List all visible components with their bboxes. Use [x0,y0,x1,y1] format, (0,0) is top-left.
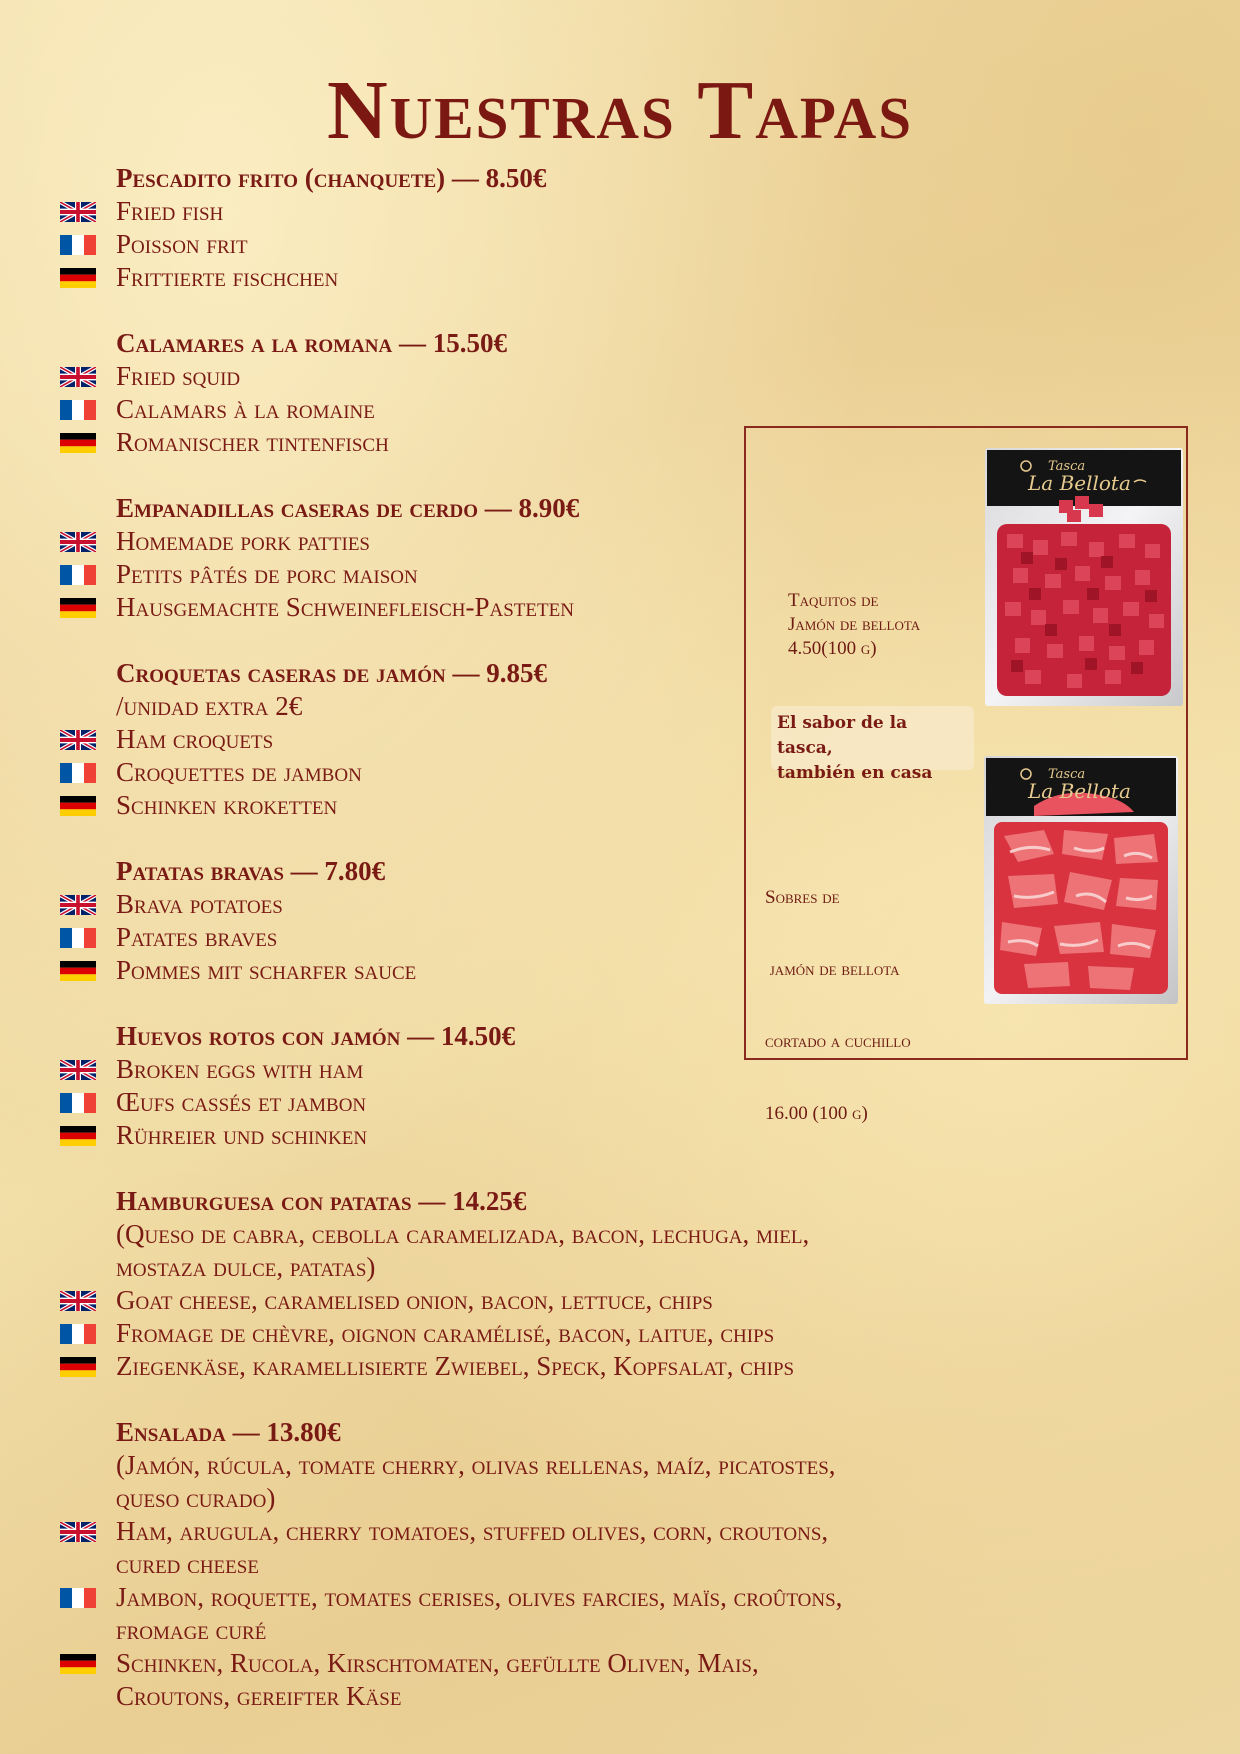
translation-de: Croutons, gereifter Käse [116,1681,402,1711]
translation-en: Goat cheese, caramelised onion, bacon, lettuce, chips [116,1285,713,1315]
germany-flag-icon [60,1119,116,1152]
translation-fr: Poisson frit [116,229,248,259]
item-description: (Queso de cabra, cebolla caramelizada, bacon, lechuga, miel, [116,1219,810,1249]
item-name: Empanadillas caseras de cerdo — 8.90€ [116,493,580,523]
translation-en: Fried squid [116,361,241,391]
item-name: Croquetas caseras de jamón — 9.85€ [116,658,547,688]
item-description: /unidad extra 2€ [116,691,303,721]
menu-item [60,1185,1100,1383]
caption-line: cortado a cuchillo [765,1031,911,1052]
france-flag-icon [60,1581,116,1614]
item-name: Patatas bravas — 7.80€ [116,856,386,886]
svg-text:La Bellota: La Bellota [1028,779,1131,803]
slogan-line: El sabor de la tasca, [777,713,908,758]
menu-item [60,1416,1100,1713]
slogan-line: también en casa [777,763,933,783]
translation-en: Brava potatoes [116,889,283,919]
translation-fr: Patates braves [116,922,278,952]
translation-de: Hausgemachte Schweinefleisch-Pasteten [116,592,574,622]
uk-flag-icon [60,888,116,921]
uk-flag-icon [60,723,116,756]
translation-de: Pommes mit scharfer sauce [116,955,417,985]
item-description: (Jamón, rúcula, tomate cherry, olivas rellenas, maíz, picatostes, [116,1450,836,1480]
translation-de: Frittierte fischchen [116,262,339,292]
slogan-badge [771,706,974,783]
translation-en: Ham croquets [116,724,274,754]
translation-fr: Calamars à la romaine [116,394,375,424]
translation-fr: Croquettes de jambon [116,757,362,787]
translation-fr: Jambon, roquette, tomates cerises, olives farcies, maïs, croûtons, [116,1582,843,1612]
caption-line: Jamón de bellota [788,614,921,635]
item-name: Hamburguesa con patatas — 14.25€ [116,1186,527,1216]
france-flag-icon [60,1317,116,1350]
product-caption-taquitos [788,589,920,661]
item-name: Calamares a la romana — 15.50€ [116,328,507,358]
germany-flag-icon [60,591,116,624]
translation-de: Rühreier und schinken [116,1120,368,1150]
france-flag-icon [60,558,116,591]
translation-en: Homemade pork patties [116,526,370,556]
germany-flag-icon [60,1647,116,1680]
germany-flag-icon [60,1350,116,1383]
translation-fr: Œufs cassés et jambon [116,1087,367,1117]
uk-flag-icon [60,360,116,393]
caption-line: 16.00 (100 g) [765,1103,868,1124]
translation-en: Fried fish [116,196,224,226]
germany-flag-icon [60,789,116,822]
svg-text:Tasca: Tasca [1048,459,1086,474]
item-description: queso curado) [116,1483,276,1513]
translation-de: Schinken, Rucola, Kirschtomaten, gefüllte Oliven, Mais, [116,1648,759,1678]
page-title: Nuestras Tapas [326,64,914,157]
brand-logo-1 [1006,452,1156,498]
svg-text:La Bellota: La Bellota [1028,471,1131,495]
item-name: Huevos rotos con jamón — 14.50€ [116,1021,516,1051]
germany-flag-icon [60,261,116,294]
translation-de: Schinken kroketten [116,790,338,820]
product-caption-sobres [765,838,911,1150]
brand-logo-2 [1006,760,1156,806]
caption-line: jamón de bellota [765,959,900,980]
uk-flag-icon [60,1284,116,1317]
caption-line: 4.50(100 g) [788,638,877,659]
france-flag-icon [60,228,116,261]
germany-flag-icon [60,954,116,987]
item-name: Ensalada — 13.80€ [116,1417,341,1447]
translation-fr: fromage curé [116,1615,267,1645]
france-flag-icon [60,393,116,426]
uk-flag-icon [60,195,116,228]
svg-text:Tasca: Tasca [1048,767,1086,782]
translation-en: Ham, arugula, cherry tomatoes, stuffed olives, corn, croutons, [116,1516,829,1546]
translation-fr: Petits pâtés de porc maison [116,559,418,589]
caption-line: Taquitos de [788,590,879,611]
item-description: mostaza dulce, patatas) [116,1252,376,1282]
uk-flag-icon [60,1515,116,1548]
item-name: Pescadito frito (chanquete) — 8.50€ [116,163,547,193]
france-flag-icon [60,1086,116,1119]
translation-de: Ziegenkäse, karamellisierte Zwiebel, Speck, Kopfsalat, chips [116,1351,795,1381]
france-flag-icon [60,921,116,954]
caption-line: Sobres de [765,887,840,908]
france-flag-icon [60,756,116,789]
translation-en: Broken eggs with ham [116,1054,364,1084]
translation-de: Romanischer tintenfisch [116,427,389,457]
translation-en: cured cheese [116,1549,259,1579]
uk-flag-icon [60,525,116,558]
menu-item [60,162,1100,294]
translation-fr: Fromage de chèvre, oignon caramélisé, bacon, laitue, chips [116,1318,775,1348]
germany-flag-icon [60,426,116,459]
uk-flag-icon [60,1053,116,1086]
